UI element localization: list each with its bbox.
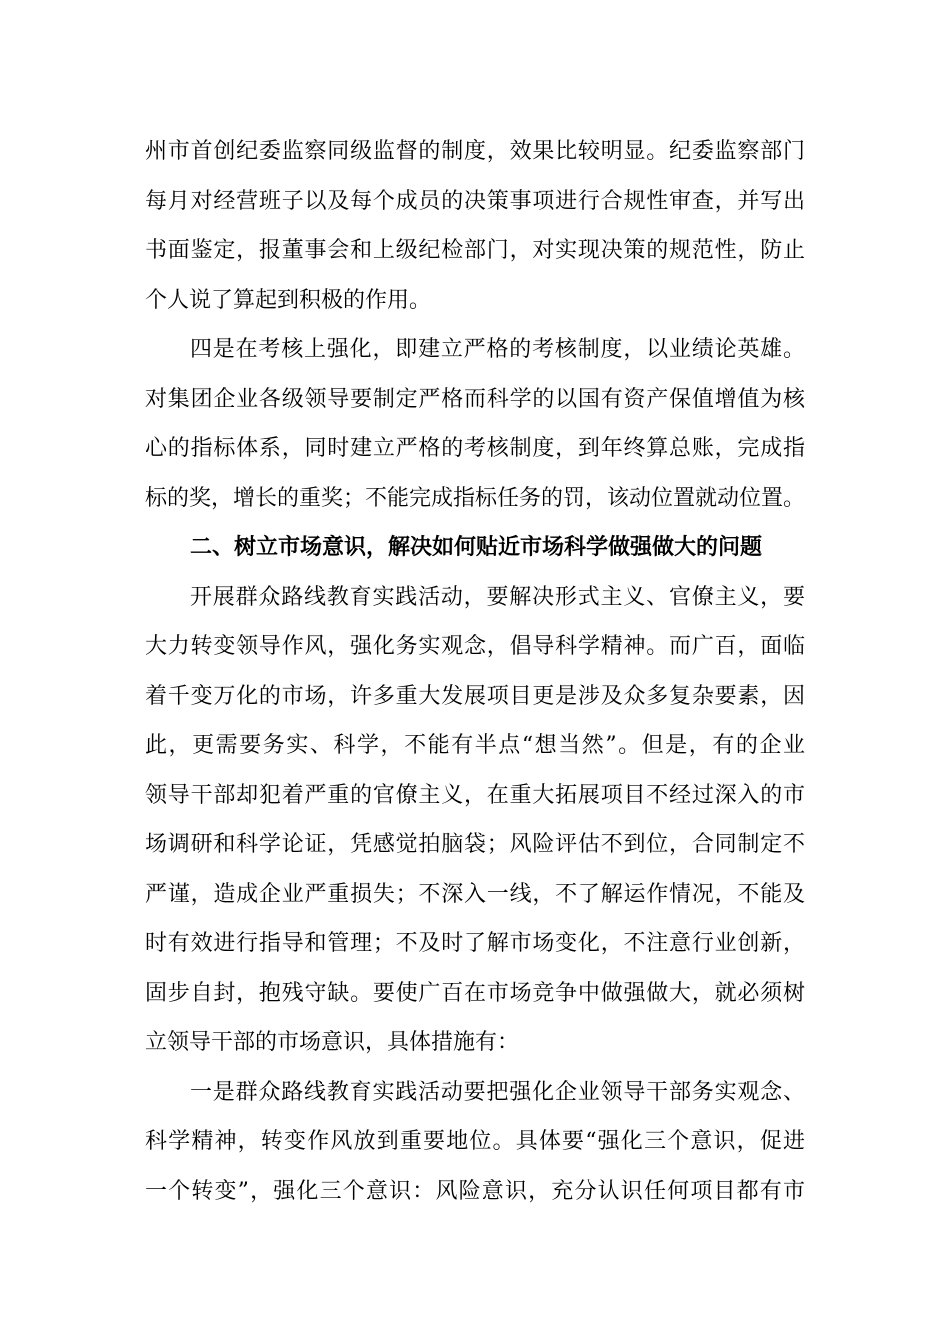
paragraph-line: 每月对经营班子以及每个成员的决策事项进行合规性审查，并写出	[145, 188, 805, 214]
paragraph-line: 四是在考核上强化，即建立严格的考核制度，以业绩论英雄。	[190, 337, 805, 362]
paragraph-line: 时有效进行指导和管理；不及时了解市场变化，不注意行业创新，	[145, 931, 805, 956]
document-page	[145, 127, 805, 1216]
paragraph-line: 书面鉴定，报董事会和上级纪检部门，对实现决策的规范性，防止	[145, 238, 805, 263]
paragraph-line: 一个转变”，强化三个意识：风险意识，充分认识任何项目都有市	[145, 1178, 805, 1204]
paragraph-line: 着千变万化的市场，许多重大发展项目更是涉及众多复杂要素，因	[145, 683, 805, 709]
section-heading: 二、树立市场意识，解决如何贴近市场科学做强做大的问题	[190, 534, 763, 560]
paragraph-line: 心的指标体系，同时建立严格的考核制度，到年终算总账，完成指	[145, 436, 805, 461]
paragraph-line: 个人说了算起到积极的作用。	[145, 287, 432, 313]
paragraph-line: 严谨，造成企业严重损失；不深入一线，不了解运作情况，不能及	[145, 881, 805, 907]
paragraph-line: 对集团企业各级领导要制定严格而科学的以国有资产保值增值为核	[145, 386, 805, 412]
paragraph-line: 此，更需要务实、科学，不能有半点“想当然”。但是，有的企业	[145, 733, 805, 758]
paragraph-line: 科学精神，转变作风放到重要地位。具体要“强化三个意识，促进	[145, 1129, 805, 1154]
paragraph-line: 开展群众路线教育实践活动，要解决形式主义、官僚主义，要	[190, 584, 805, 610]
paragraph-line: 州市首创纪委监察同级监督的制度，效果比较明显。纪委监察部门	[145, 139, 805, 164]
paragraph-line: 一是群众路线教育实践活动要把强化企业领导干部务实观念、	[190, 1079, 805, 1105]
paragraph-line: 领导干部却犯着严重的官僚主义，在重大拓展项目不经过深入的市	[145, 782, 805, 808]
paragraph-line: 立领导干部的市场意识，具体措施有：	[145, 1030, 520, 1055]
paragraph-line: 标的奖，增长的重奖；不能完成指标任务的罚，该动位置就动位置。	[145, 485, 805, 511]
paragraph-line: 场调研和科学论证，凭感觉拍脑袋；风险评估不到位，合同制定不	[145, 832, 805, 857]
paragraph-line: 固步自封，抱残守缺。要使广百在市场竞争中做强做大，就必须树	[145, 980, 805, 1006]
paragraph-line: 大力转变领导作风，强化务实观念，倡导科学精神。而广百，面临	[145, 634, 805, 659]
